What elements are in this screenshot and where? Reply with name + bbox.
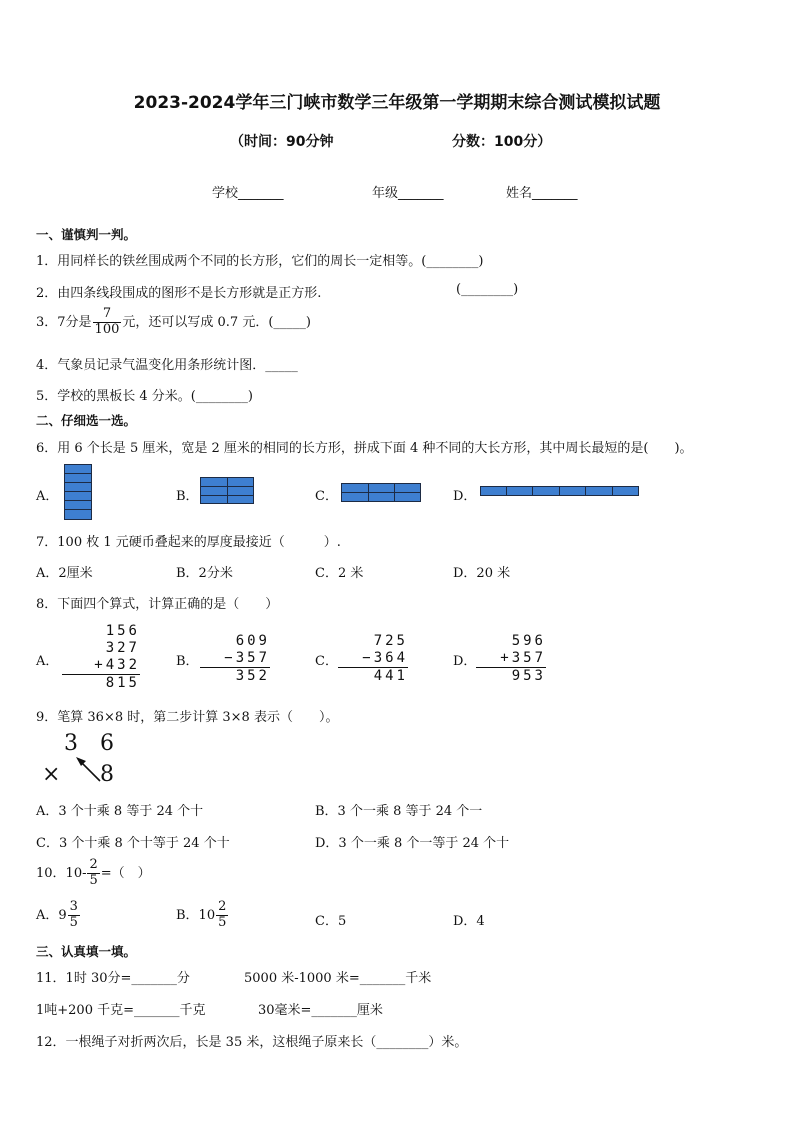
- question-8: 8．下面四个算式，计算正确的是（ ）: [36, 597, 279, 612]
- question-10: [36, 858, 151, 889]
- digit-multiplier: 8: [100, 762, 114, 787]
- small-rect: [559, 486, 586, 496]
- q7-option-c: C．2 米: [315, 566, 364, 581]
- q10-option-a: [36, 900, 81, 931]
- subtrahend: −364: [362, 650, 408, 666]
- exam-score: 分数：100分）: [452, 134, 552, 150]
- q8-label-c: C．: [315, 654, 338, 669]
- vertical-calc-b: [200, 633, 270, 685]
- q8-label-b: B．: [176, 654, 199, 669]
- q8-label-d: D．: [453, 654, 477, 669]
- grade-field: 年级_______: [372, 186, 444, 201]
- small-rect: [200, 495, 228, 504]
- page-title: 2023-2024学年三门峡市数学三年级第一学期期末综合测试模拟试题: [133, 93, 661, 113]
- question-3-pre: 3．7分是: [36, 314, 92, 330]
- calc-result: 815: [62, 674, 140, 692]
- times-sign: ×: [42, 762, 61, 787]
- option-label: B．10: [176, 907, 216, 923]
- fraction-denominator: 5: [89, 872, 98, 888]
- question-11-b: 5000 米-1000 米=_______千米: [244, 971, 432, 986]
- addend-1: 156: [105, 623, 140, 639]
- addend-2: +357: [500, 650, 546, 666]
- school-field: 学校_______: [212, 186, 284, 201]
- multiplication-figure: [36, 731, 126, 789]
- fraction-7-100: [93, 307, 122, 338]
- question-11-a: 11．1时 30分=_______分: [36, 971, 190, 986]
- small-rect: [532, 486, 560, 496]
- q6-label-d: D．: [453, 489, 477, 504]
- question-6: 6．用 6 个长是 5 厘米，宽是 2 厘米的相同的长方形，拼成下面 4 种不同的大长方形，其中周长最短的是( )。: [36, 441, 693, 456]
- fraction-denominator: 100: [94, 321, 120, 337]
- small-rect: [612, 486, 639, 496]
- small-rect: [368, 492, 395, 502]
- q9-option-b: B．3 个一乘 8 等于 24 个一: [315, 804, 483, 819]
- q6-label-c: C．: [315, 489, 338, 504]
- question-1: 1．用同样长的铁丝围成两个不同的长方形，它们的周长一定相等。(________): [36, 254, 484, 269]
- small-rect: [64, 509, 92, 520]
- fraction-2-5: [87, 858, 99, 889]
- digit-ones: 6: [100, 731, 114, 756]
- question-2: 2．由四条线段围成的图形不是长方形就是正方形.: [36, 286, 322, 301]
- calc-result: 352: [200, 667, 270, 685]
- small-rect: [585, 486, 613, 496]
- addend-3: +432: [94, 657, 140, 673]
- exam-time: （时间：90分钟: [230, 134, 334, 150]
- section-heading-2: 二、仔细选一选。: [36, 413, 137, 428]
- question-12: 12．一根绳子对折两次后，长是 35 米，这根绳子原来长（________）米。: [36, 1035, 468, 1050]
- vertical-calc-c: [338, 633, 408, 685]
- addend-1: 596: [511, 633, 546, 649]
- vertical-calc-a: [62, 623, 140, 692]
- q8-label-a: A．: [36, 654, 59, 669]
- fraction-denominator: 5: [69, 914, 78, 930]
- rect-arrangement-a: [64, 464, 92, 520]
- question-3-post: 元，还可以写成 0.7 元．(_____): [122, 314, 311, 330]
- arrow-icon: [36, 731, 126, 789]
- question-10-post: =（ ）: [100, 865, 151, 881]
- small-rect: [227, 495, 254, 504]
- small-rect: [394, 492, 421, 502]
- fraction-numerator: 2: [89, 857, 98, 872]
- question-4: 4．气象员记录气温变化用条形统计图．_____: [36, 358, 298, 373]
- name-field: 姓名_______: [506, 186, 578, 201]
- minuend: 609: [235, 633, 270, 649]
- rect-arrangement-b: [200, 477, 254, 504]
- question-2-blank: (________): [456, 282, 519, 297]
- fraction-2-5: [216, 900, 228, 931]
- subtrahend: −357: [224, 650, 270, 666]
- question-10-pre: 10．10-: [36, 865, 87, 881]
- q6-label-b: B．: [176, 489, 199, 504]
- q7-option-d: D．20 米: [453, 566, 511, 581]
- q9-option-c: C．3 个十乘 8 个十等于 24 个十: [36, 836, 230, 851]
- small-rect: [506, 486, 533, 496]
- rect-arrangement-c: [341, 483, 421, 502]
- question-11-d: 30毫米=_______厘米: [258, 1003, 383, 1018]
- small-rect: [341, 492, 369, 502]
- digit-tens: 3: [64, 731, 78, 756]
- question-11-c: 1吨+200 千克=_______千克: [36, 1003, 206, 1018]
- q10-option-d: D．4: [453, 914, 485, 929]
- fraction-numerator: 7: [93, 307, 122, 323]
- section-heading-1: 一、谨慎判一判。: [36, 227, 137, 242]
- q7-option-a: A．2厘米: [36, 566, 93, 581]
- fraction-denominator: 5: [218, 914, 227, 930]
- option-label: A．9: [36, 907, 67, 923]
- question-5: 5．学校的黑板长 4 分米。(________): [36, 389, 253, 404]
- rect-arrangement-d: [480, 486, 639, 496]
- q9-option-d: D．3 个一乘 8 个一等于 24 个十: [315, 836, 510, 851]
- question-9: 9．笔算 36×8 时，第二步计算 3×8 表示（ ）。: [36, 710, 339, 725]
- calc-result: 441: [338, 667, 408, 685]
- section-heading-3: 三、认真填一填。: [36, 944, 137, 959]
- vertical-calc-d: [476, 633, 546, 685]
- question-3: [36, 307, 311, 338]
- small-rect: [480, 486, 507, 496]
- q10-option-c: C．5: [315, 914, 347, 929]
- fraction-3-5: [68, 900, 80, 931]
- calc-result: 953: [476, 667, 546, 685]
- q10-option-b: [176, 900, 229, 931]
- addend-2: 327: [105, 640, 140, 656]
- q9-option-a: A．3 个十乘 8 等于 24 个十: [36, 804, 204, 819]
- fraction-numerator: 3: [69, 899, 78, 914]
- q7-option-b: B．2分米: [176, 566, 233, 581]
- fraction-numerator: 2: [218, 899, 227, 914]
- question-7: 7．100 枚 1 元硬币叠起来的厚度最接近（ ）.: [36, 535, 341, 550]
- minuend: 725: [373, 633, 408, 649]
- q6-label-a: A．: [36, 489, 59, 504]
